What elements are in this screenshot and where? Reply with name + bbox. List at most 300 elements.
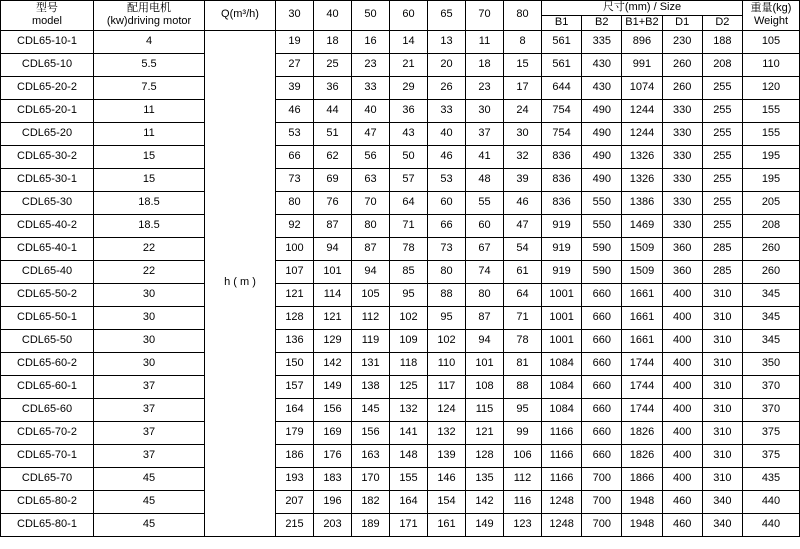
- cell-head-value: 169: [314, 421, 352, 444]
- cell-size-value: 400: [662, 375, 702, 398]
- cell-size-value: 360: [662, 260, 702, 283]
- cell-head-value: 32: [504, 145, 542, 168]
- cell-model: CDL65-80-1: [1, 513, 94, 536]
- header-weight-en: Weight: [753, 15, 789, 28]
- cell-size-value: 561: [542, 53, 582, 76]
- cell-head-value: 176: [314, 444, 352, 467]
- cell-head-value: 119: [352, 329, 390, 352]
- cell-head-value: 78: [504, 329, 542, 352]
- cell-head-value: 94: [466, 329, 504, 352]
- cell-head-value: 155: [390, 467, 428, 490]
- cell-size-value: 1509: [622, 260, 662, 283]
- cell-head-value: 27: [276, 53, 314, 76]
- cell-head-value: 47: [352, 122, 390, 145]
- cell-size-value: 310: [702, 375, 742, 398]
- cell-head-value: 107: [276, 260, 314, 283]
- table-row: [1, 191, 800, 214]
- cell-model: CDL65-20-2: [1, 76, 94, 99]
- cell-size-value: 330: [662, 99, 702, 122]
- cell-size-value: 836: [542, 145, 582, 168]
- cell-size-value: 1826: [622, 421, 662, 444]
- cell-head-value: 56: [352, 145, 390, 168]
- cell-size-value: 400: [662, 398, 702, 421]
- cell-size-value: 1001: [542, 329, 582, 352]
- cell-head-value: 60: [466, 214, 504, 237]
- cell-head-value: 80: [276, 191, 314, 214]
- cell-head-value: 125: [390, 375, 428, 398]
- cell-head-value: 92: [276, 214, 314, 237]
- cell-head-value: 164: [390, 490, 428, 513]
- header-motor-cn: 配用电机: [127, 1, 171, 14]
- cell-head-value: 37: [466, 122, 504, 145]
- cell-head-value: 186: [276, 444, 314, 467]
- header-model-cn: 型号: [36, 1, 58, 14]
- header-size-group: 尺寸(mm) / Size: [542, 1, 743, 16]
- table-row: [1, 444, 800, 467]
- cell-motor: 30: [94, 306, 205, 329]
- cell-head-value: 16: [352, 30, 390, 53]
- cell-head-value: 23: [352, 53, 390, 76]
- table-row: [1, 375, 800, 398]
- cell-size-value: 660: [582, 421, 622, 444]
- cell-size-value: 260: [662, 76, 702, 99]
- cell-motor: 30: [94, 283, 205, 306]
- cell-head-value: 108: [466, 375, 504, 398]
- cell-size-value: 400: [662, 444, 702, 467]
- cell-weight: 440: [743, 513, 800, 536]
- cell-head-value: 40: [352, 99, 390, 122]
- cell-size-value: 660: [582, 283, 622, 306]
- cell-size-value: 1744: [622, 352, 662, 375]
- cell-model: CDL65-50: [1, 329, 94, 352]
- cell-head-value: 128: [466, 444, 504, 467]
- cell-weight: 370: [743, 398, 800, 421]
- cell-head-value: 39: [276, 76, 314, 99]
- cell-head-value: 74: [466, 260, 504, 283]
- table-row: [1, 283, 800, 306]
- header-model: [1, 1, 94, 31]
- cell-size-value: 285: [702, 237, 742, 260]
- cell-head-value: 164: [276, 398, 314, 421]
- cell-head-value: 163: [352, 444, 390, 467]
- cell-weight: 345: [743, 329, 800, 352]
- cell-model: CDL65-20-1: [1, 99, 94, 122]
- cell-head-value: 36: [390, 99, 428, 122]
- cell-head-value: 124: [428, 398, 466, 421]
- cell-motor: 15: [94, 168, 205, 191]
- cell-motor: 45: [94, 513, 205, 536]
- cell-size-value: 330: [662, 122, 702, 145]
- table-header: [1, 1, 800, 31]
- cell-head-value: 55: [466, 191, 504, 214]
- cell-head-value: 70: [352, 191, 390, 214]
- cell-size-value: 310: [702, 306, 742, 329]
- cell-head-value: 150: [276, 352, 314, 375]
- cell-head-value: 203: [314, 513, 352, 536]
- header-size-b1b2: B1+B2: [622, 15, 662, 30]
- cell-head-value: 146: [428, 467, 466, 490]
- cell-size-value: 255: [702, 191, 742, 214]
- cell-head-value: 20: [428, 53, 466, 76]
- cell-size-value: 836: [542, 168, 582, 191]
- cell-size-value: 754: [542, 122, 582, 145]
- cell-head-value: 18: [466, 53, 504, 76]
- cell-size-value: 1826: [622, 444, 662, 467]
- cell-weight: 370: [743, 375, 800, 398]
- cell-head-value: 24: [504, 99, 542, 122]
- cell-motor: 37: [94, 375, 205, 398]
- cell-head-value: 11: [466, 30, 504, 53]
- cell-head-value: 207: [276, 490, 314, 513]
- cell-head-value: 21: [390, 53, 428, 76]
- cell-head-value: 64: [504, 283, 542, 306]
- cell-size-value: 460: [662, 490, 702, 513]
- cell-weight: 345: [743, 283, 800, 306]
- cell-size-value: 590: [582, 237, 622, 260]
- cell-size-value: 700: [582, 490, 622, 513]
- cell-head-value: 139: [428, 444, 466, 467]
- cell-size-value: 991: [622, 53, 662, 76]
- cell-head-value: 81: [504, 352, 542, 375]
- cell-head-value: 170: [352, 467, 390, 490]
- cell-size-value: 1744: [622, 375, 662, 398]
- cell-head-value: 71: [390, 214, 428, 237]
- cell-size-value: 230: [662, 30, 702, 53]
- cell-size-value: 310: [702, 398, 742, 421]
- header-size-d1: D1: [662, 15, 702, 30]
- cell-head-value: 46: [428, 145, 466, 168]
- cell-head-value: 87: [352, 237, 390, 260]
- cell-head-value: 33: [428, 99, 466, 122]
- header-flow: Q(m³/h): [205, 1, 276, 31]
- cell-head-value: 117: [428, 375, 466, 398]
- cell-head-value: 48: [466, 168, 504, 191]
- cell-size-value: 1166: [542, 444, 582, 467]
- table-row: [1, 352, 800, 375]
- cell-motor: 11: [94, 122, 205, 145]
- cell-head-value: 94: [314, 237, 352, 260]
- cell-head-value: 101: [466, 352, 504, 375]
- cell-size-value: 260: [662, 53, 702, 76]
- table-row: [1, 467, 800, 490]
- cell-head-value: 73: [276, 168, 314, 191]
- cell-head-value: 73: [428, 237, 466, 260]
- table-row: [1, 145, 800, 168]
- cell-weight: 205: [743, 191, 800, 214]
- cell-size-value: 1948: [622, 513, 662, 536]
- cell-size-value: 255: [702, 145, 742, 168]
- cell-head-value: 71: [504, 306, 542, 329]
- cell-size-value: 1166: [542, 467, 582, 490]
- cell-size-value: 1661: [622, 329, 662, 352]
- cell-motor: 15: [94, 145, 205, 168]
- cell-motor: 45: [94, 490, 205, 513]
- cell-size-value: 255: [702, 76, 742, 99]
- cell-size-value: 460: [662, 513, 702, 536]
- table-row: [1, 214, 800, 237]
- cell-size-value: 360: [662, 237, 702, 260]
- cell-model: CDL65-10: [1, 53, 94, 76]
- cell-head-value: 95: [390, 283, 428, 306]
- cell-size-value: 400: [662, 329, 702, 352]
- cell-head-value: 149: [466, 513, 504, 536]
- cell-head-value: 95: [504, 398, 542, 421]
- cell-model: CDL65-60-2: [1, 352, 94, 375]
- cell-size-value: 1248: [542, 490, 582, 513]
- table-row: [1, 53, 800, 76]
- header-size-b1: B1: [542, 15, 582, 30]
- cell-head-value: 157: [276, 375, 314, 398]
- table-row: [1, 76, 800, 99]
- cell-model: CDL65-40-2: [1, 214, 94, 237]
- cell-head-value: 46: [504, 191, 542, 214]
- cell-model: CDL65-70-1: [1, 444, 94, 467]
- table-row: [1, 99, 800, 122]
- cell-head-value: 8: [504, 30, 542, 53]
- cell-head-value: 80: [428, 260, 466, 283]
- cell-head-value: 156: [314, 398, 352, 421]
- header-size-b2: B2: [582, 15, 622, 30]
- cell-size-value: 400: [662, 352, 702, 375]
- cell-size-value: 550: [582, 191, 622, 214]
- cell-weight: 440: [743, 490, 800, 513]
- cell-head-value: 99: [504, 421, 542, 444]
- cell-model: CDL65-70: [1, 467, 94, 490]
- cell-head-value: 26: [428, 76, 466, 99]
- cell-size-value: 919: [542, 260, 582, 283]
- cell-weight: 435: [743, 467, 800, 490]
- cell-head-value: 161: [428, 513, 466, 536]
- cell-motor: 5.5: [94, 53, 205, 76]
- table-body: [1, 30, 800, 536]
- cell-size-value: 550: [582, 214, 622, 237]
- cell-size-value: 1074: [622, 76, 662, 99]
- cell-head-value: 30: [466, 99, 504, 122]
- cell-head-value: 80: [352, 214, 390, 237]
- cell-motor: 37: [94, 398, 205, 421]
- cell-head-value: 129: [314, 329, 352, 352]
- cell-head-value: 66: [276, 145, 314, 168]
- cell-head-value: 60: [428, 191, 466, 214]
- cell-head-value: 196: [314, 490, 352, 513]
- cell-size-value: 490: [582, 99, 622, 122]
- cell-motor: 30: [94, 329, 205, 352]
- cell-size-value: 400: [662, 421, 702, 444]
- cell-size-value: 330: [662, 168, 702, 191]
- cell-size-value: 255: [702, 122, 742, 145]
- cell-head-value: 94: [352, 260, 390, 283]
- cell-size-value: 1166: [542, 421, 582, 444]
- cell-head-value: 145: [352, 398, 390, 421]
- cell-size-value: 1469: [622, 214, 662, 237]
- cell-head-value: 66: [428, 214, 466, 237]
- cell-head-value: 67: [466, 237, 504, 260]
- cell-head-value: 123: [504, 513, 542, 536]
- cell-head-value: 15: [504, 53, 542, 76]
- cell-size-value: 1244: [622, 122, 662, 145]
- cell-head-value: 53: [428, 168, 466, 191]
- cell-size-value: 1001: [542, 283, 582, 306]
- cell-size-value: 310: [702, 421, 742, 444]
- cell-head-value: 36: [314, 76, 352, 99]
- cell-size-value: 896: [622, 30, 662, 53]
- cell-size-value: 1244: [622, 99, 662, 122]
- cell-size-value: 310: [702, 444, 742, 467]
- header-weight-cn: 重量(kg): [750, 1, 792, 14]
- cell-head-value: 136: [276, 329, 314, 352]
- cell-motor: 22: [94, 260, 205, 283]
- table-row: [1, 329, 800, 352]
- cell-size-value: 660: [582, 444, 622, 467]
- header-weight: [743, 1, 800, 31]
- table-row: [1, 168, 800, 191]
- cell-head-value: 29: [390, 76, 428, 99]
- cell-head-value: 121: [276, 283, 314, 306]
- cell-size-value: 561: [542, 30, 582, 53]
- cell-size-value: 700: [582, 513, 622, 536]
- cell-head-value: 88: [504, 375, 542, 398]
- cell-size-value: 255: [702, 214, 742, 237]
- cell-head-value: 102: [390, 306, 428, 329]
- cell-head-value: 13: [428, 30, 466, 53]
- header-flow-value-70: 70: [466, 1, 504, 31]
- cell-model: CDL65-30-1: [1, 168, 94, 191]
- cell-size-value: 660: [582, 352, 622, 375]
- cell-size-value: 255: [702, 99, 742, 122]
- table-row: [1, 306, 800, 329]
- table-row: [1, 260, 800, 283]
- cell-weight: 260: [743, 237, 800, 260]
- cell-size-value: 430: [582, 53, 622, 76]
- cell-motor: 18.5: [94, 191, 205, 214]
- cell-weight: 155: [743, 99, 800, 122]
- table-row: [1, 122, 800, 145]
- cell-head-value: 87: [314, 214, 352, 237]
- cell-head-value: 131: [352, 352, 390, 375]
- cell-head-value: 102: [428, 329, 466, 352]
- cell-size-value: 1001: [542, 306, 582, 329]
- cell-head-value: 19: [276, 30, 314, 53]
- cell-size-value: 335: [582, 30, 622, 53]
- cell-head-value: 110: [428, 352, 466, 375]
- cell-head-value: 112: [504, 467, 542, 490]
- cell-size-value: 330: [662, 145, 702, 168]
- cell-head-value: 69: [314, 168, 352, 191]
- cell-model: CDL65-60: [1, 398, 94, 421]
- cell-head-value: 112: [352, 306, 390, 329]
- cell-head-value: 171: [390, 513, 428, 536]
- cell-head-value: 128: [276, 306, 314, 329]
- cell-size-value: 1084: [542, 352, 582, 375]
- cell-size-value: 400: [662, 283, 702, 306]
- cell-size-value: 660: [582, 398, 622, 421]
- table-row: [1, 421, 800, 444]
- header-size-d2: D2: [702, 15, 742, 30]
- cell-size-value: 188: [702, 30, 742, 53]
- cell-head-value: 78: [390, 237, 428, 260]
- table-row: [1, 490, 800, 513]
- cell-head-value: 142: [466, 490, 504, 513]
- header-model-en: model: [32, 15, 62, 28]
- cell-size-value: 660: [582, 306, 622, 329]
- cell-size-value: 590: [582, 260, 622, 283]
- cell-head-value: 87: [466, 306, 504, 329]
- cell-head-value: 63: [352, 168, 390, 191]
- cell-head-value: 193: [276, 467, 314, 490]
- cell-size-value: 1084: [542, 375, 582, 398]
- cell-head-value: 106: [504, 444, 542, 467]
- cell-head-value: 135: [466, 467, 504, 490]
- cell-model: CDL65-80-2: [1, 490, 94, 513]
- cell-size-value: 330: [662, 214, 702, 237]
- cell-size-value: 1661: [622, 283, 662, 306]
- cell-size-value: 310: [702, 352, 742, 375]
- table-row: [1, 237, 800, 260]
- cell-model: CDL65-20: [1, 122, 94, 145]
- cell-head-value: 39: [504, 168, 542, 191]
- cell-head-value: 121: [466, 421, 504, 444]
- cell-head-value: 132: [428, 421, 466, 444]
- cell-motor: 37: [94, 421, 205, 444]
- cell-head-value: 64: [390, 191, 428, 214]
- cell-head-value: 182: [352, 490, 390, 513]
- cell-weight: 208: [743, 214, 800, 237]
- cell-weight: 195: [743, 145, 800, 168]
- cell-size-value: 836: [542, 191, 582, 214]
- cell-head-value: 141: [390, 421, 428, 444]
- cell-motor: 4: [94, 30, 205, 53]
- cell-size-value: 1744: [622, 398, 662, 421]
- cell-model: CDL65-50-2: [1, 283, 94, 306]
- cell-size-value: 340: [702, 513, 742, 536]
- cell-head-value: 18: [314, 30, 352, 53]
- cell-model: CDL65-70-2: [1, 421, 94, 444]
- cell-head-value: 189: [352, 513, 390, 536]
- cell-size-value: 1948: [622, 490, 662, 513]
- cell-head-value: 33: [352, 76, 390, 99]
- cell-size-value: 644: [542, 76, 582, 99]
- cell-head-value: 101: [314, 260, 352, 283]
- header-flow-value-50: 50: [352, 1, 390, 31]
- cell-head-value: 54: [504, 237, 542, 260]
- cell-weight: 375: [743, 444, 800, 467]
- cell-head-value: 183: [314, 467, 352, 490]
- cell-head-unit: h ( m ): [205, 30, 276, 536]
- cell-head-value: 50: [390, 145, 428, 168]
- cell-head-value: 95: [428, 306, 466, 329]
- cell-model: CDL65-40-1: [1, 237, 94, 260]
- cell-head-value: 142: [314, 352, 352, 375]
- cell-motor: 11: [94, 99, 205, 122]
- cell-size-value: 208: [702, 53, 742, 76]
- cell-head-value: 30: [504, 122, 542, 145]
- cell-model: CDL65-50-1: [1, 306, 94, 329]
- header-motor: [94, 1, 205, 31]
- cell-size-value: 1866: [622, 467, 662, 490]
- cell-motor: 18.5: [94, 214, 205, 237]
- cell-size-value: 430: [582, 76, 622, 99]
- cell-head-value: 105: [352, 283, 390, 306]
- cell-model: CDL65-30-2: [1, 145, 94, 168]
- cell-head-value: 53: [276, 122, 314, 145]
- cell-weight: 155: [743, 122, 800, 145]
- cell-size-value: 1661: [622, 306, 662, 329]
- cell-size-value: 310: [702, 329, 742, 352]
- cell-size-value: 754: [542, 99, 582, 122]
- cell-size-value: 1509: [622, 237, 662, 260]
- cell-motor: 37: [94, 444, 205, 467]
- cell-size-value: 660: [582, 329, 622, 352]
